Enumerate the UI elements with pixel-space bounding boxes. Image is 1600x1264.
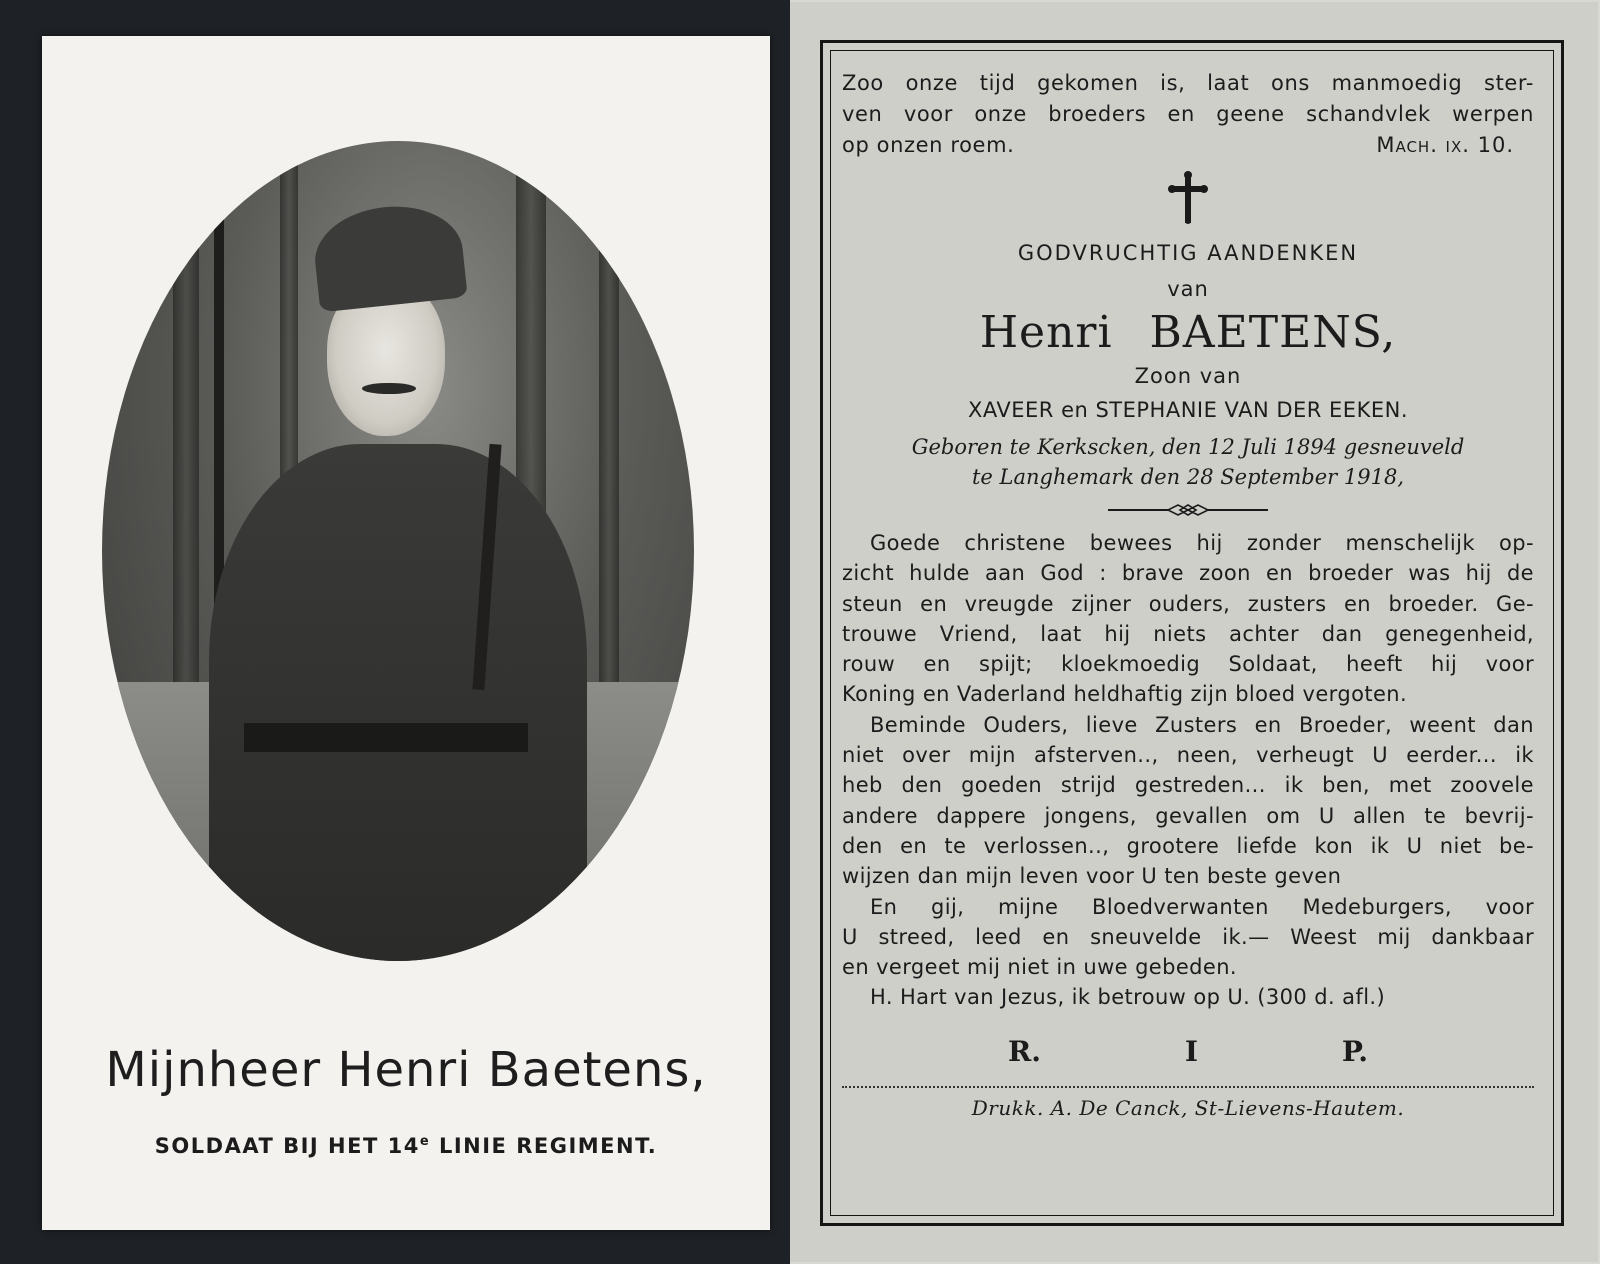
eulogy-paragraph-2 bbox=[842, 710, 1534, 892]
parents-names: XAVEER en STEPHANIE VAN DER EEKEN. bbox=[967, 398, 1408, 422]
prayer-paragraph bbox=[842, 982, 1534, 1012]
text-line: heb den goeden strijd gestreden... ik ben, met zoovele bbox=[842, 773, 1534, 798]
text-line: Koning en Vaderland heldhaftig zijn bloed vergoten. bbox=[842, 682, 1408, 707]
rip-p: P. bbox=[1341, 1034, 1368, 1068]
death-line: te Langhemark den 28 September 1918, bbox=[971, 465, 1404, 489]
text-line: Beminde Ouders, lieve Zusters en Broeder, weent dan bbox=[870, 712, 1534, 737]
rip-i: I bbox=[1184, 1034, 1198, 1068]
soldier-portrait bbox=[102, 141, 694, 961]
eulogy-paragraph-1 bbox=[842, 528, 1534, 710]
birth-line: Geboren te Kerkscken, den 12 Juli 1894 gesneuveld bbox=[911, 435, 1465, 459]
verse-reference: Mach. ix. 10. bbox=[1376, 133, 1514, 157]
photo-card bbox=[42, 36, 770, 1230]
verse-line-last bbox=[842, 130, 1534, 161]
text-column bbox=[842, 68, 1534, 1120]
text-line: en vergeet mij niet in uwe gebeden. bbox=[842, 955, 1238, 980]
caption-rank bbox=[42, 1134, 770, 1158]
verse-line: ven voor onze broeders en geene schandvlek werpen bbox=[842, 102, 1534, 126]
cross-icon bbox=[1168, 171, 1208, 225]
birth-death-info bbox=[842, 432, 1534, 492]
eulogy-paragraph-3 bbox=[842, 892, 1534, 983]
text-line: andere dappere jongens, gevallen om U allen te bevrij- bbox=[842, 803, 1534, 828]
text-line: wijzen dan mijn leven voor U ten beste geven bbox=[842, 864, 1342, 889]
rank-text: SOLDAAT BIJ HET 14 bbox=[154, 1134, 420, 1158]
prayer-line: H. Hart van Jezus, ik betrouw op U. (300 d. afl.) bbox=[870, 985, 1386, 1010]
rank-ordinal: e bbox=[419, 1134, 431, 1149]
deceased-name: Henri BAETENS, bbox=[979, 307, 1397, 358]
memorial-title: GODVRUCHTIG AANDENKEN bbox=[1017, 241, 1359, 265]
dotted-rule bbox=[842, 1086, 1534, 1088]
text-line: steun en vreugde zijner ouders, zusters en broeder. Ge- bbox=[842, 591, 1534, 616]
rip-r: R. bbox=[1008, 1034, 1042, 1068]
text-line: rouw en spijt; kloekmoedig Soldaat, heeft hij voor bbox=[842, 652, 1534, 677]
soldier-uniform bbox=[209, 444, 588, 961]
text-line: niet over mijn afsterven.., neen, verheugt U eerder... ik bbox=[842, 743, 1534, 768]
rip-letters bbox=[1008, 1035, 1368, 1068]
soldier-cap bbox=[310, 199, 467, 312]
van-label: van bbox=[1167, 277, 1209, 301]
memorial-text-card bbox=[790, 2, 1598, 1262]
verse-end: op onzen roem. bbox=[842, 133, 1015, 157]
text-line: trouwe Vriend, laat hij niets achter dan genegenheid, bbox=[842, 621, 1534, 646]
verse-line: Zoo onze tijd gekomen is, laat ons manmoedig ster- bbox=[842, 71, 1534, 95]
rank-text-end: LINIE REGIMENT. bbox=[430, 1134, 658, 1158]
printer-credit: Drukk. A. De Canck, St-Lievens-Hautem. bbox=[971, 1095, 1405, 1120]
text-line: Goede christene bewees hij zonder menschelijk op- bbox=[870, 531, 1534, 555]
ornament-divider bbox=[1108, 502, 1268, 516]
text-line: U streed, leed en sneuvelde ik.— Weest mij dankbaar bbox=[842, 924, 1534, 949]
ammunition-belt bbox=[244, 723, 528, 752]
son-of-label: Zoon van bbox=[1134, 364, 1242, 388]
text-line: den en te verlossen.., grootere liefde kon ik U niet be- bbox=[842, 833, 1534, 858]
text-line: zicht hulde aan God : brave zoon en broeder was hij de bbox=[842, 561, 1534, 586]
caption-name: Mijnheer Henri Baetens, bbox=[105, 1042, 707, 1098]
text-line: En gij, mijne Bloedverwanten Medeburgers, voor bbox=[870, 894, 1534, 919]
